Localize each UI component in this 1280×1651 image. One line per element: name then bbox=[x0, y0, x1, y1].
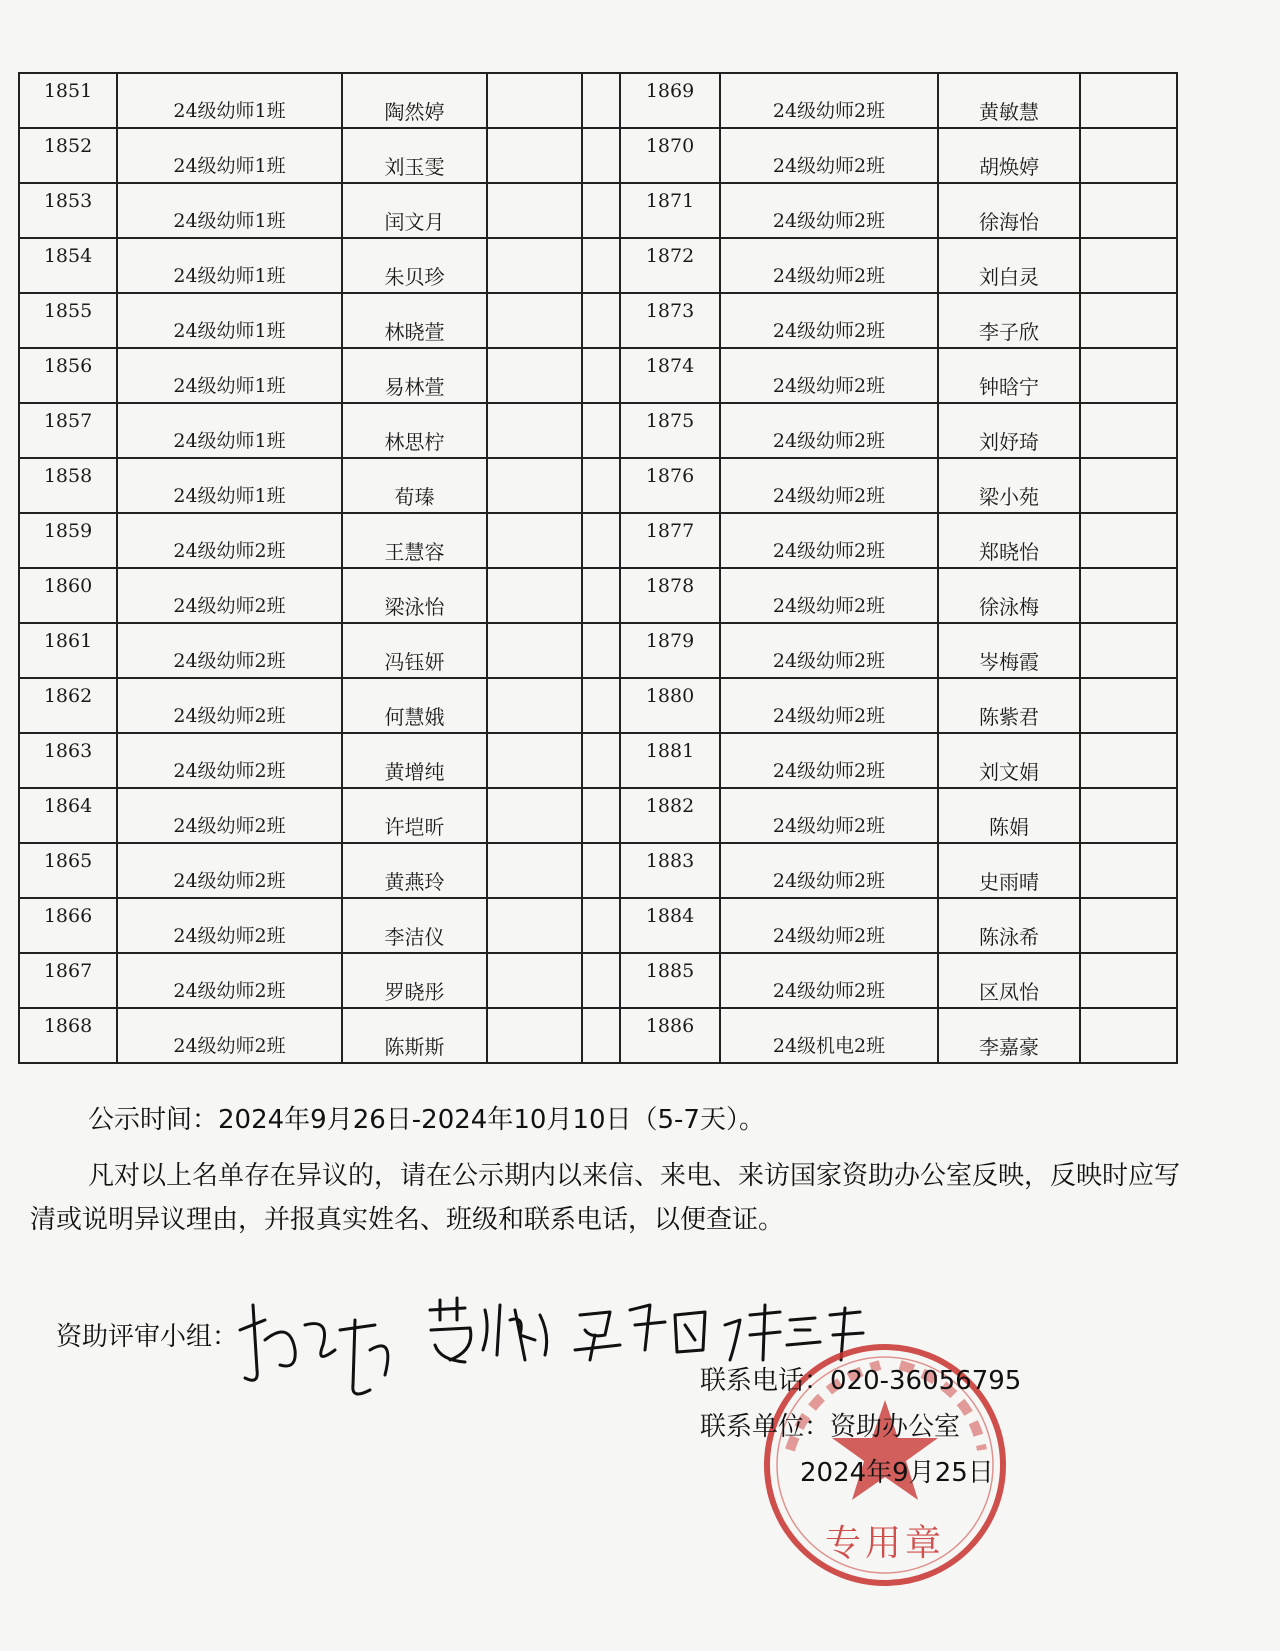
blank-cell bbox=[487, 183, 582, 238]
left-name-cell bbox=[342, 293, 487, 348]
right-class-cell bbox=[720, 128, 938, 183]
left-class-cell bbox=[117, 513, 342, 568]
right-number-text: 1886 bbox=[645, 1015, 695, 1037]
left-name-cell bbox=[342, 733, 487, 788]
right-name-cell bbox=[938, 623, 1080, 678]
right-class-cell bbox=[720, 678, 938, 733]
right-name-cell bbox=[938, 128, 1080, 183]
right-class-text: 24级幼师2班 bbox=[772, 210, 886, 232]
notice-section bbox=[30, 1098, 1180, 1242]
left-number-cell bbox=[19, 898, 117, 953]
left-class-text: 24级幼师1班 bbox=[173, 375, 286, 397]
left-name-text: 许垲昕 bbox=[384, 815, 445, 839]
blank-cell bbox=[1080, 348, 1177, 403]
blank-cell bbox=[582, 843, 620, 898]
blank-cell bbox=[1080, 953, 1177, 1008]
left-name-text: 陈斯斯 bbox=[384, 1035, 445, 1059]
right-class-cell bbox=[720, 403, 938, 458]
right-number-cell bbox=[620, 843, 720, 898]
blank-cell bbox=[487, 843, 582, 898]
blank-cell bbox=[487, 73, 582, 128]
left-class-cell bbox=[117, 843, 342, 898]
right-name-cell bbox=[938, 678, 1080, 733]
left-class-cell bbox=[117, 788, 342, 843]
right-number-cell bbox=[620, 953, 720, 1008]
left-name-cell bbox=[342, 513, 487, 568]
right-number-cell bbox=[620, 898, 720, 953]
blank-cell bbox=[487, 513, 582, 568]
right-class-cell bbox=[720, 788, 938, 843]
right-name-text: 岑梅霞 bbox=[979, 650, 1039, 674]
right-number-text: 1884 bbox=[645, 905, 695, 927]
right-name-text: 刘文娟 bbox=[979, 760, 1039, 784]
right-name-cell bbox=[938, 458, 1080, 513]
blank-cell bbox=[487, 348, 582, 403]
left-name-text: 闰文月 bbox=[384, 210, 445, 234]
right-number-text: 1878 bbox=[645, 575, 695, 597]
right-name-cell bbox=[938, 788, 1080, 843]
left-class-text: 24级幼师1班 bbox=[173, 155, 286, 177]
left-number-text: 1866 bbox=[43, 905, 93, 927]
table-row bbox=[19, 458, 1177, 513]
seal-text: 专用章 bbox=[824, 1523, 946, 1564]
right-name-cell bbox=[938, 898, 1080, 953]
right-class-text: 24级幼师2班 bbox=[772, 100, 886, 122]
right-class-cell bbox=[720, 623, 938, 678]
blank-cell bbox=[487, 953, 582, 1008]
left-name-text: 林思柠 bbox=[384, 430, 445, 454]
blank-cell bbox=[487, 403, 582, 458]
right-number-text: 1883 bbox=[645, 850, 695, 872]
right-class-text: 24级幼师2班 bbox=[772, 320, 886, 342]
left-class-text: 24级幼师2班 bbox=[173, 980, 286, 1002]
right-number-text: 1872 bbox=[645, 245, 695, 267]
student-list-table bbox=[18, 72, 1178, 1064]
committee-label: 资助评审小组： bbox=[56, 1322, 239, 1352]
right-class-text: 24级幼师2班 bbox=[772, 980, 886, 1002]
left-number-cell bbox=[19, 1008, 117, 1063]
left-class-text: 24级幼师2班 bbox=[173, 815, 286, 837]
left-class-text: 24级幼师2班 bbox=[173, 760, 286, 782]
table-row bbox=[19, 183, 1177, 238]
blank-cell bbox=[582, 238, 620, 293]
left-number-text: 1864 bbox=[43, 795, 93, 817]
right-name-cell bbox=[938, 843, 1080, 898]
right-number-text: 1876 bbox=[645, 465, 695, 487]
left-class-cell bbox=[117, 403, 342, 458]
right-number-text: 1877 bbox=[645, 520, 695, 542]
left-name-cell bbox=[342, 678, 487, 733]
left-name-text: 李洁仪 bbox=[384, 925, 445, 949]
left-class-text: 24级幼师1班 bbox=[173, 210, 286, 232]
contact-block bbox=[700, 1358, 1021, 1496]
left-name-text: 冯钰妍 bbox=[384, 650, 445, 674]
right-name-text: 徐海怡 bbox=[979, 210, 1039, 234]
left-name-cell bbox=[342, 788, 487, 843]
right-number-cell bbox=[620, 348, 720, 403]
right-name-cell bbox=[938, 238, 1080, 293]
left-class-cell bbox=[117, 293, 342, 348]
blank-cell bbox=[582, 513, 620, 568]
right-name-cell bbox=[938, 293, 1080, 348]
right-number-text: 1885 bbox=[645, 960, 695, 982]
left-number-cell bbox=[19, 788, 117, 843]
left-class-cell bbox=[117, 348, 342, 403]
left-name-text: 黄燕玲 bbox=[384, 870, 445, 894]
blank-cell bbox=[582, 293, 620, 348]
left-number-cell bbox=[19, 458, 117, 513]
right-number-cell bbox=[620, 458, 720, 513]
blank-cell bbox=[487, 898, 582, 953]
left-class-cell bbox=[117, 238, 342, 293]
blank-cell bbox=[582, 568, 620, 623]
blank-cell bbox=[582, 403, 620, 458]
table-row bbox=[19, 403, 1177, 458]
left-name-text: 荀瑧 bbox=[394, 485, 435, 509]
left-name-text: 林晓萱 bbox=[384, 320, 445, 344]
left-name-text: 梁泳怡 bbox=[384, 595, 445, 619]
left-number-text: 1865 bbox=[43, 850, 93, 872]
right-class-text: 24级幼师2班 bbox=[772, 925, 886, 947]
right-number-cell bbox=[620, 568, 720, 623]
right-number-text: 1875 bbox=[645, 410, 695, 432]
left-class-text: 24级幼师1班 bbox=[173, 100, 286, 122]
left-number-cell bbox=[19, 238, 117, 293]
left-class-cell bbox=[117, 128, 342, 183]
right-class-cell bbox=[720, 238, 938, 293]
right-class-cell bbox=[720, 733, 938, 788]
right-name-cell bbox=[938, 403, 1080, 458]
left-name-cell bbox=[342, 568, 487, 623]
notice-objection: 凡对以上名单存在异议的，请在公示期内以来信、来电、来访国家资助办公室反映，反映时应写清或说明异议理由，并报真实姓名、班级和联系电话，以便查证。 bbox=[30, 1161, 1181, 1235]
notice-period: 公示时间：2024年9月26日-2024年10月10日（5-7天）。 bbox=[88, 1105, 765, 1135]
blank-cell bbox=[1080, 238, 1177, 293]
left-name-text: 易林萱 bbox=[384, 375, 445, 399]
right-class-cell bbox=[720, 183, 938, 238]
left-number-cell bbox=[19, 953, 117, 1008]
left-number-text: 1851 bbox=[43, 80, 93, 102]
left-class-cell bbox=[117, 568, 342, 623]
right-name-text: 李子欣 bbox=[979, 320, 1039, 344]
blank-cell bbox=[487, 238, 582, 293]
right-class-cell bbox=[720, 953, 938, 1008]
right-name-cell bbox=[938, 183, 1080, 238]
right-number-cell bbox=[620, 788, 720, 843]
blank-cell bbox=[582, 678, 620, 733]
right-name-cell bbox=[938, 953, 1080, 1008]
left-number-text: 1863 bbox=[43, 740, 93, 762]
left-number-text: 1852 bbox=[43, 135, 93, 157]
blank-cell bbox=[487, 733, 582, 788]
right-number-cell bbox=[620, 678, 720, 733]
right-number-cell bbox=[620, 513, 720, 568]
left-name-cell bbox=[342, 403, 487, 458]
right-class-text: 24级幼师2班 bbox=[772, 375, 886, 397]
left-number-cell bbox=[19, 403, 117, 458]
table-row bbox=[19, 623, 1177, 678]
contact-date: 2024年9月25日 bbox=[800, 1458, 994, 1488]
left-number-text: 1858 bbox=[43, 465, 93, 487]
right-name-text: 钟晗宁 bbox=[979, 375, 1039, 399]
blank-cell bbox=[1080, 293, 1177, 348]
right-number-cell bbox=[620, 293, 720, 348]
left-number-cell bbox=[19, 733, 117, 788]
right-name-text: 陈泳希 bbox=[979, 925, 1039, 949]
left-class-text: 24级幼师1班 bbox=[173, 430, 286, 452]
right-name-text: 刘妤琦 bbox=[979, 430, 1039, 454]
blank-cell bbox=[487, 678, 582, 733]
left-number-cell bbox=[19, 678, 117, 733]
left-name-text: 朱贝珍 bbox=[384, 265, 445, 289]
left-class-text: 24级幼师2班 bbox=[173, 1035, 286, 1057]
left-name-text: 黄增纯 bbox=[384, 760, 445, 784]
blank-cell bbox=[1080, 1008, 1177, 1063]
right-number-text: 1871 bbox=[645, 190, 695, 212]
table-row bbox=[19, 73, 1177, 128]
blank-cell bbox=[582, 623, 620, 678]
right-class-text: 24级幼师2班 bbox=[772, 650, 886, 672]
right-class-text: 24级幼师2班 bbox=[772, 705, 886, 727]
right-number-text: 1882 bbox=[645, 795, 695, 817]
right-class-text: 24级幼师2班 bbox=[772, 430, 886, 452]
right-class-cell bbox=[720, 73, 938, 128]
right-name-text: 黄敏慧 bbox=[979, 100, 1039, 124]
table-row bbox=[19, 898, 1177, 953]
left-name-cell bbox=[342, 458, 487, 513]
blank-cell bbox=[1080, 678, 1177, 733]
left-name-text: 陶然婷 bbox=[384, 100, 445, 124]
left-number-cell bbox=[19, 128, 117, 183]
right-number-text: 1870 bbox=[645, 135, 695, 157]
contact-unit: 联系单位：资助办公室 bbox=[700, 1412, 961, 1442]
right-number-text: 1879 bbox=[645, 630, 695, 652]
left-number-cell bbox=[19, 183, 117, 238]
left-class-cell bbox=[117, 1008, 342, 1063]
right-name-cell bbox=[938, 73, 1080, 128]
right-class-text: 24级幼师2班 bbox=[772, 815, 886, 837]
left-number-cell bbox=[19, 73, 117, 128]
left-number-text: 1857 bbox=[43, 410, 93, 432]
right-name-cell bbox=[938, 568, 1080, 623]
left-number-text: 1862 bbox=[43, 685, 93, 707]
blank-cell bbox=[582, 1008, 620, 1063]
right-number-cell bbox=[620, 238, 720, 293]
right-name-text: 梁小苑 bbox=[979, 485, 1039, 509]
right-class-text: 24级幼师2班 bbox=[772, 265, 886, 287]
left-class-cell bbox=[117, 733, 342, 788]
right-class-text: 24级幼师2班 bbox=[772, 760, 886, 782]
table-row bbox=[19, 513, 1177, 568]
right-number-text: 1873 bbox=[645, 300, 695, 322]
left-class-cell bbox=[117, 458, 342, 513]
blank-cell bbox=[487, 568, 582, 623]
blank-cell bbox=[582, 898, 620, 953]
blank-cell bbox=[1080, 733, 1177, 788]
left-name-text: 王慧容 bbox=[384, 540, 445, 564]
blank-cell bbox=[487, 128, 582, 183]
right-number-cell bbox=[620, 623, 720, 678]
right-number-text: 1881 bbox=[645, 740, 695, 762]
left-number-text: 1861 bbox=[43, 630, 93, 652]
right-class-text: 24级机电2班 bbox=[772, 1035, 886, 1057]
table-row bbox=[19, 843, 1177, 898]
blank-cell bbox=[487, 1008, 582, 1063]
left-class-cell bbox=[117, 898, 342, 953]
left-number-text: 1854 bbox=[43, 245, 93, 267]
left-name-text: 刘玉雯 bbox=[384, 155, 445, 179]
blank-cell bbox=[1080, 183, 1177, 238]
left-class-text: 24级幼师1班 bbox=[173, 320, 286, 342]
left-class-cell bbox=[117, 73, 342, 128]
right-class-cell bbox=[720, 1008, 938, 1063]
left-number-text: 1855 bbox=[43, 300, 93, 322]
right-number-cell bbox=[620, 128, 720, 183]
left-name-cell bbox=[342, 73, 487, 128]
table-row bbox=[19, 1008, 1177, 1063]
right-class-cell bbox=[720, 293, 938, 348]
left-class-text: 24级幼师1班 bbox=[173, 485, 286, 507]
right-name-text: 刘白灵 bbox=[979, 265, 1039, 289]
table-row bbox=[19, 293, 1177, 348]
left-name-cell bbox=[342, 128, 487, 183]
contact-phone: 联系电话：020-36056795 bbox=[700, 1366, 1022, 1396]
left-name-cell bbox=[342, 898, 487, 953]
blank-cell bbox=[582, 458, 620, 513]
left-number-text: 1856 bbox=[43, 355, 93, 377]
right-name-text: 胡焕婷 bbox=[979, 155, 1039, 179]
right-number-text: 1874 bbox=[645, 355, 695, 377]
blank-cell bbox=[582, 183, 620, 238]
right-number-text: 1880 bbox=[645, 685, 695, 707]
left-class-cell bbox=[117, 953, 342, 1008]
right-name-cell bbox=[938, 733, 1080, 788]
blank-cell bbox=[582, 788, 620, 843]
right-number-cell bbox=[620, 733, 720, 788]
right-class-text: 24级幼师2班 bbox=[772, 870, 886, 892]
right-class-cell bbox=[720, 568, 938, 623]
left-name-text: 罗晓彤 bbox=[384, 980, 445, 1004]
left-class-cell bbox=[117, 183, 342, 238]
right-number-cell bbox=[620, 403, 720, 458]
right-name-cell bbox=[938, 513, 1080, 568]
blank-cell bbox=[1080, 788, 1177, 843]
left-name-cell bbox=[342, 348, 487, 403]
left-class-text: 24级幼师2班 bbox=[173, 595, 286, 617]
left-number-text: 1867 bbox=[43, 960, 93, 982]
blank-cell bbox=[1080, 898, 1177, 953]
left-class-cell bbox=[117, 623, 342, 678]
blank-cell bbox=[1080, 128, 1177, 183]
left-class-text: 24级幼师2班 bbox=[173, 540, 286, 562]
table-row bbox=[19, 788, 1177, 843]
left-number-text: 1853 bbox=[43, 190, 93, 212]
left-name-text: 何慧娥 bbox=[384, 705, 445, 729]
blank-cell bbox=[582, 128, 620, 183]
left-name-cell bbox=[342, 183, 487, 238]
right-name-text: 徐泳梅 bbox=[979, 595, 1039, 619]
right-class-cell bbox=[720, 513, 938, 568]
left-number-cell bbox=[19, 843, 117, 898]
right-name-text: 陈娟 bbox=[989, 815, 1029, 839]
right-number-cell bbox=[620, 183, 720, 238]
blank-cell bbox=[1080, 843, 1177, 898]
left-name-cell bbox=[342, 843, 487, 898]
blank-cell bbox=[582, 348, 620, 403]
right-number-cell bbox=[620, 73, 720, 128]
blank-cell bbox=[487, 293, 582, 348]
table-row bbox=[19, 348, 1177, 403]
table-row bbox=[19, 678, 1177, 733]
left-number-cell bbox=[19, 568, 117, 623]
blank-cell bbox=[582, 953, 620, 1008]
right-name-text: 区凤怡 bbox=[979, 980, 1039, 1004]
blank-cell bbox=[487, 458, 582, 513]
table-row bbox=[19, 953, 1177, 1008]
right-number-text: 1869 bbox=[645, 80, 695, 102]
left-name-cell bbox=[342, 1008, 487, 1063]
blank-cell bbox=[1080, 73, 1177, 128]
right-number-cell bbox=[620, 1008, 720, 1063]
right-class-text: 24级幼师2班 bbox=[772, 595, 886, 617]
right-class-cell bbox=[720, 898, 938, 953]
left-class-text: 24级幼师2班 bbox=[173, 925, 286, 947]
right-name-cell bbox=[938, 1008, 1080, 1063]
right-class-text: 24级幼师2班 bbox=[772, 485, 886, 507]
right-class-cell bbox=[720, 458, 938, 513]
left-class-text: 24级幼师2班 bbox=[173, 650, 286, 672]
table-row bbox=[19, 128, 1177, 183]
right-name-text: 郑晓怡 bbox=[979, 540, 1039, 564]
left-class-text: 24级幼师1班 bbox=[173, 265, 286, 287]
left-number-cell bbox=[19, 348, 117, 403]
table-row bbox=[19, 733, 1177, 788]
left-class-cell bbox=[117, 678, 342, 733]
left-class-text: 24级幼师2班 bbox=[173, 705, 286, 727]
right-name-cell bbox=[938, 348, 1080, 403]
right-class-cell bbox=[720, 348, 938, 403]
table-body bbox=[19, 73, 1177, 1063]
right-class-text: 24级幼师2班 bbox=[772, 540, 886, 562]
left-number-text: 1860 bbox=[43, 575, 93, 597]
blank-cell bbox=[1080, 623, 1177, 678]
blank-cell bbox=[1080, 403, 1177, 458]
right-class-text: 24级幼师2班 bbox=[772, 155, 886, 177]
left-name-cell bbox=[342, 238, 487, 293]
blank-cell bbox=[487, 623, 582, 678]
right-name-text: 陈紫君 bbox=[979, 705, 1039, 729]
left-name-cell bbox=[342, 623, 487, 678]
left-number-text: 1859 bbox=[43, 520, 93, 542]
blank-cell bbox=[1080, 513, 1177, 568]
blank-cell bbox=[1080, 568, 1177, 623]
left-name-cell bbox=[342, 953, 487, 1008]
blank-cell bbox=[582, 733, 620, 788]
left-number-cell bbox=[19, 623, 117, 678]
left-class-text: 24级幼师2班 bbox=[173, 870, 286, 892]
right-name-text: 李嘉豪 bbox=[979, 1035, 1039, 1059]
blank-cell bbox=[1080, 458, 1177, 513]
blank-cell bbox=[582, 73, 620, 128]
right-class-cell bbox=[720, 843, 938, 898]
left-number-text: 1868 bbox=[43, 1015, 93, 1037]
left-number-cell bbox=[19, 513, 117, 568]
right-name-text: 史雨晴 bbox=[979, 870, 1039, 894]
table-row bbox=[19, 568, 1177, 623]
blank-cell bbox=[487, 788, 582, 843]
table-row bbox=[19, 238, 1177, 293]
left-number-cell bbox=[19, 293, 117, 348]
